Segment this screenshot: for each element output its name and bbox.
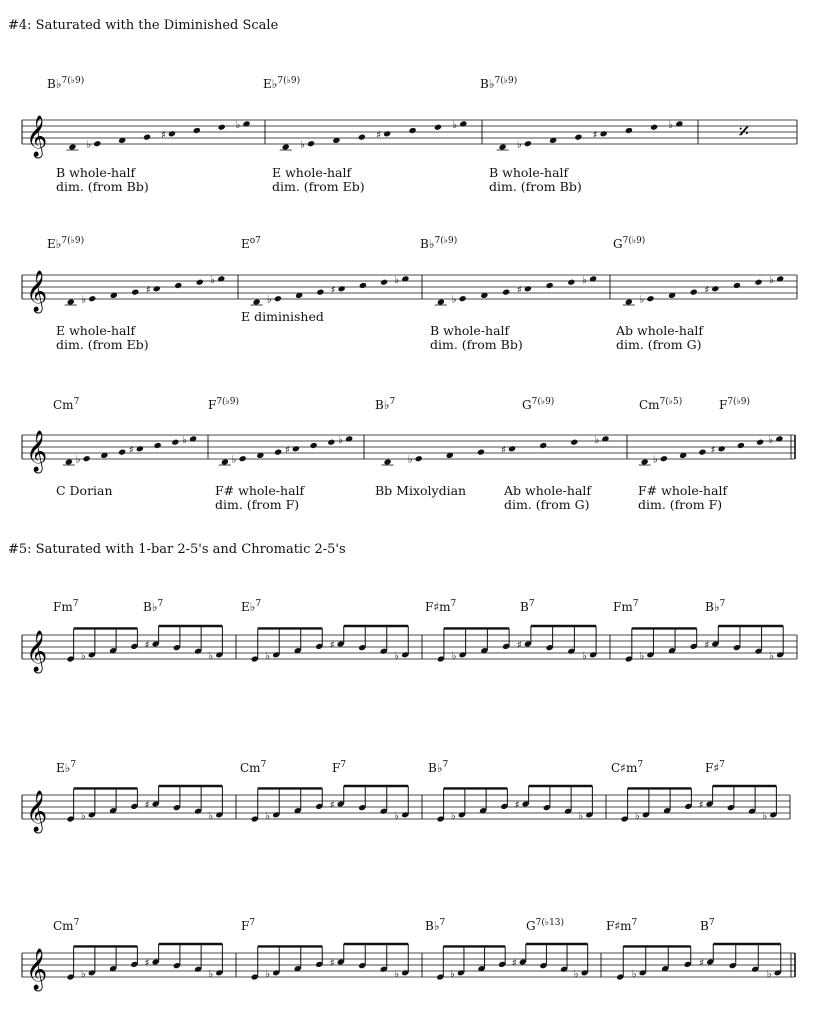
notehead [733,282,741,289]
notehead [282,143,290,150]
notehead [118,449,126,456]
notehead [136,445,144,452]
chord-symbol: B♭$^7$ [705,599,726,614]
accidental: ♭ [300,139,305,151]
accidental: ♭ [394,274,400,286]
notehead [625,298,633,305]
accidental: ♭ [394,650,399,662]
notehead [274,295,282,302]
accidental: ♭ [768,434,774,446]
accidental: ♭ [582,650,587,662]
accidental: ♭ [578,810,584,822]
accidental: ♭ [75,454,81,466]
scale-annotation: F# whole-half dim. (from F) [215,483,305,512]
accidental: ♯ [592,129,598,141]
chord-symbol: B♭$^{7(♭9)}$ [480,76,518,91]
notehead [524,285,532,292]
chord-symbol: $B^7$ [520,599,535,614]
notehead [154,442,162,449]
chord-symbol: B♭$^{7(♭9)}$ [420,236,458,251]
chord-symbol: B♭$^7$ [143,599,164,614]
chord-symbol: $F^{7(♭9)}$ [719,397,751,412]
notehead [502,289,510,296]
accidental: ♯ [144,800,150,811]
treble-clef: 𝄞 [26,631,48,672]
accidental: ♭ [235,119,241,131]
accidental: ♭ [208,968,214,980]
notehead [600,130,608,137]
notehead [384,458,392,465]
notehead [690,289,698,296]
notehead [168,130,176,137]
accidental: ♭ [634,810,640,822]
chord-symbol: $F^7$ [332,760,347,775]
notehead [711,285,719,292]
chord-symbol: $F♯m^7$ [425,599,457,614]
notehead [253,298,261,305]
notehead [93,140,101,147]
notehead [567,279,575,286]
chord-symbol: E♭$^7$ [241,599,262,614]
accidental: ♭ [639,294,645,306]
notehead [153,285,161,292]
accidental: ♭ [80,968,86,980]
scale-annotation: Bb Mixolydian [375,483,467,498]
notehead [65,458,73,465]
accidental: ♯ [710,444,716,456]
accidental: ♭ [210,274,215,286]
notehead [327,439,335,446]
notehead [756,439,764,446]
notehead [292,445,300,452]
notehead [574,134,582,141]
accidental: ♯ [699,958,705,969]
chord-symbol: $E^{o7}$ [241,236,261,251]
scale-annotation: E whole-half dim. (from Eb) [56,323,149,352]
accidental: ♭ [80,810,86,822]
notehead [310,442,318,449]
notehead [434,124,442,131]
chord-symbol: $G^{7(♭9)}$ [522,397,555,412]
accidental: ♯ [514,800,520,811]
accidental: ♭ [394,810,399,822]
notehead [174,282,182,289]
notehead [546,282,554,289]
accidental: ♯ [145,284,151,296]
chord-symbol: B♭$^7$ [428,760,449,775]
accidental: ♭ [266,294,272,306]
accidental: ♯ [516,640,522,651]
accidental: ♭ [451,650,457,662]
accidental: ♯ [516,284,522,296]
accidental: ♯ [511,958,517,969]
notehead [524,140,532,147]
chord-symbol: $B^7$ [700,918,715,933]
accidental: ♭ [652,454,658,466]
accidental: ♭ [573,968,579,980]
notehead [625,127,633,134]
chord-symbol: E♭$^7$ [56,760,77,775]
scale-annotation: B whole-half dim. (from Bb) [56,165,149,194]
accidental: ♭ [265,968,270,980]
notehead [641,458,649,465]
treble-clef: 𝄞 [26,949,48,990]
section-4-title: #4: Saturated with the Diminished Scale [8,18,279,33]
accidental: ♭ [407,454,413,466]
chord-symbol: Fm$^7$ [613,599,639,614]
notehead [131,289,139,296]
notehead [338,285,346,292]
accidental: ♭ [769,650,774,662]
accidental: ♯ [128,444,134,456]
accidental: ♭ [86,139,92,151]
chord-symbol: $F♯m^7$ [606,918,638,933]
accidental: ♭ [231,454,237,466]
chord-symbol: Cm$^7$ [240,760,267,775]
accidental: ♯ [144,958,150,969]
chord-symbol: $C♯m^7$ [611,760,644,775]
accidental: ♭ [394,968,399,980]
scale-annotation: F# whole-half dim. (from F) [638,483,728,512]
notehead [171,439,179,446]
accidental: ♯ [704,284,710,296]
chord-symbol: $F^{7(♭9)}$ [208,397,240,412]
accidental: ♭ [80,650,86,662]
chord-symbol: F♯$^7$ [705,760,725,775]
chord-symbol: E♭$^{7(♭9)}$ [47,236,85,251]
notehead [380,279,388,286]
accidental: ♯ [329,800,335,811]
chord-symbol: Cm$^7$ [53,918,80,933]
notehead [221,458,229,465]
accidental: ♭ [208,810,214,822]
notehead [316,289,324,296]
chord-symbol: $G^{7(♭9)}$ [613,236,646,251]
accidental: ♭ [81,294,86,306]
notehead [499,143,507,150]
chord-symbol: Cm$^7$ [53,397,80,412]
accidental: ♭ [762,810,768,822]
accidental: ♭ [338,434,343,446]
notehead [660,455,668,462]
scale-annotation: C Dorian [56,483,113,498]
notehead [415,455,423,462]
notehead [718,445,726,452]
chord-symbol: B♭$^7$ [375,397,396,412]
accidental: ♯ [501,444,506,456]
accidental: ♯ [329,640,335,651]
notehead [459,295,467,302]
notehead [358,134,366,141]
scale-annotation: Ab whole-half dim. (from G) [616,323,704,352]
notehead [409,127,417,134]
chord-symbol: B♭$^{7(♭9)}$ [47,76,85,91]
accidental: ♯ [330,284,336,296]
notehead [68,143,76,150]
notehead [88,295,96,302]
chord-symbol: E♭$^{7(♭9)}$ [263,76,301,91]
chord-symbol: $G^{7(♭13)}$ [526,918,565,933]
accidental: ♭ [208,650,214,662]
accidental: ♯ [704,640,710,651]
notehead [539,442,547,449]
accidental: ♭ [265,650,270,662]
accidental: ♯ [144,640,150,651]
notehead [737,442,745,449]
scale-annotation: Ab whole-half dim. (from G) [504,483,592,512]
notehead [570,439,578,446]
notehead [274,449,282,456]
scale-annotation: E diminished [241,309,324,324]
scale-annotation: B whole-half dim. (from Bb) [489,165,582,194]
accidental: ♭ [449,968,455,980]
accidental: ♯ [698,800,704,811]
notehead [477,449,485,456]
chord-symbol: $Cm^{7(♭5)}$ [639,397,683,412]
notehead [67,298,75,305]
notehead [239,455,247,462]
accidental: ♯ [160,129,166,141]
treble-clef: 𝄞 [26,431,48,472]
notehead [646,295,654,302]
accidental: ♯ [284,444,290,456]
accidental: ♯ [329,958,335,969]
accidental: ♭ [452,119,458,131]
notehead [383,130,391,137]
notehead [508,445,516,452]
notehead [83,455,91,462]
accidental: ♭ [639,650,645,662]
chord-symbol: $F^7$ [241,918,256,933]
section-5-title: #5: Saturated with 1-bar 2-5's and Chromatic 2-5's [8,542,346,557]
notehead [196,279,204,286]
notehead [307,140,315,147]
treble-clef: 𝄞 [26,791,48,832]
scale-annotation: E whole-half dim. (from Eb) [272,165,365,194]
chord-symbol: B♭$^7$ [425,918,446,933]
notehead [698,449,706,456]
chord-symbol: Fm$^7$ [53,599,79,614]
accidental: ♭ [766,968,772,980]
scale-annotation: B whole-half dim. (from Bb) [430,323,523,352]
accidental: ♭ [265,810,270,822]
accidental: ♭ [594,434,600,446]
notehead [359,282,367,289]
treble-clef: 𝄞 [26,271,48,312]
notehead [755,279,763,286]
notehead [650,124,658,131]
notehead [193,127,201,134]
accidental: ♭ [182,434,187,446]
treble-clef: 𝄞 [26,116,48,157]
accidental: ♭ [668,119,674,131]
notehead [143,134,151,141]
accidental: ♭ [450,810,456,822]
accidental: ♭ [516,139,522,151]
notehead [218,124,226,131]
accidental: ♯ [376,129,382,141]
notehead [437,298,445,305]
accidental: ♭ [451,294,457,306]
accidental: ♭ [582,274,587,286]
accidental: ♭ [769,274,774,286]
measure-repeat-sign: 𝄎 [738,120,750,145]
accidental: ♭ [631,968,637,980]
